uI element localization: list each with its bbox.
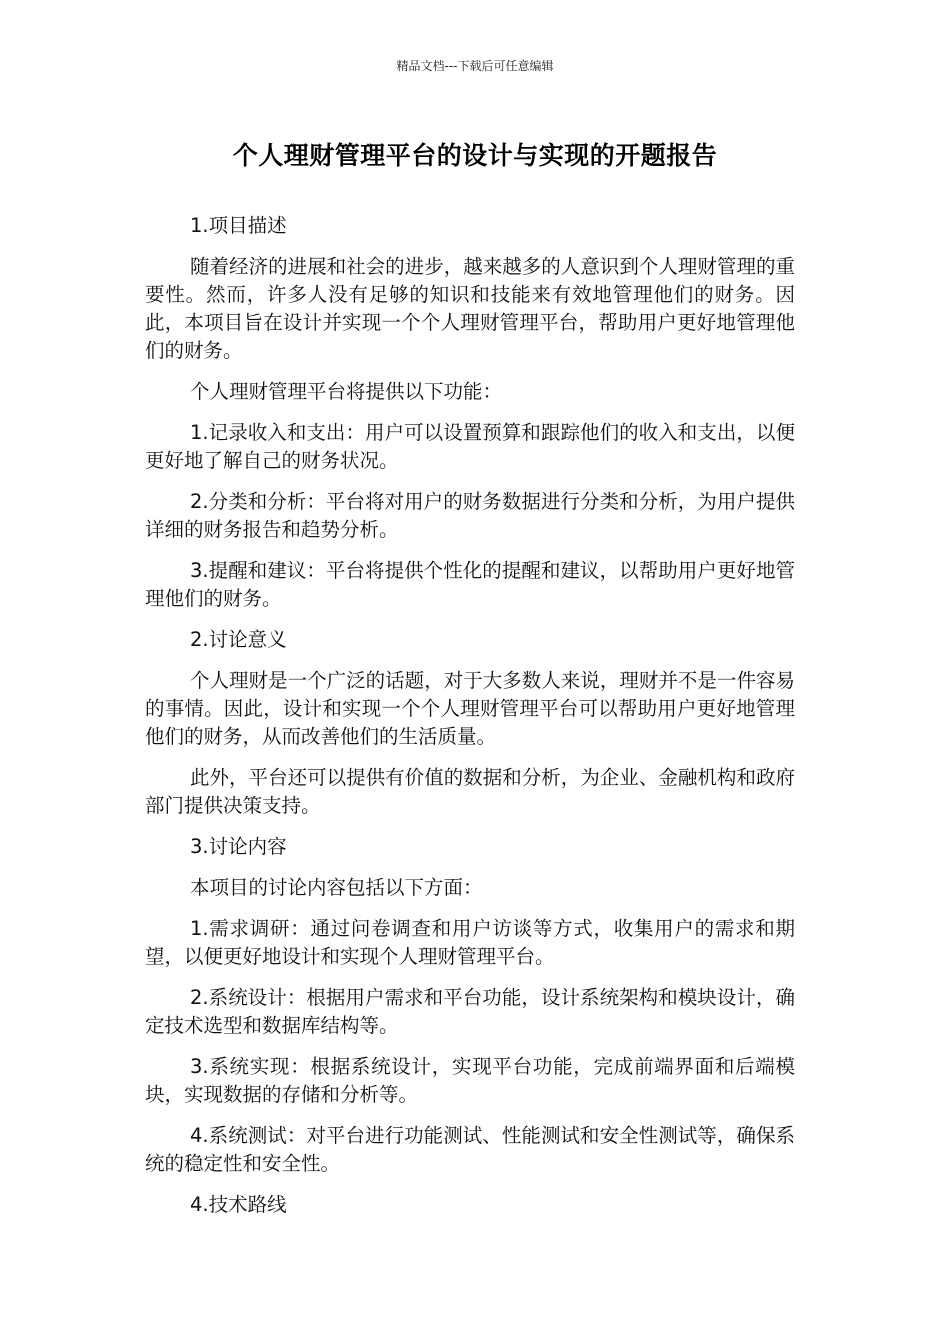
page-header: 精品文档---下载后可任意编辑 xyxy=(396,59,554,73)
section-heading-technical-route: 4.技术路线 xyxy=(190,1193,287,1216)
list-item: 2.分类和分析：平台将对用户的财务数据进行分类和分析，为用户提供详细的财务报告和趋势分析。 xyxy=(145,490,795,541)
section-heading-project-description: 1.项目描述 xyxy=(190,214,287,237)
paragraph: 随着经济的进展和社会的进步，越来越多的人意识到个人理财管理的重要性。然而，许多人没有足够的知识和技能来有效地管理他们的财务。因此，本项目旨在设计并实现一个个人理财管理平台，帮助用户更好地管理他们的财务。 xyxy=(145,255,795,362)
list-item: 3.提醒和建议：平台将提供个性化的提醒和建议，以帮助用户更好地管理他们的财务。 xyxy=(145,559,795,610)
paragraph: 个人理财是一个广泛的话题，对于大多数人来说，理财并不是一件容易的事情。因此，设计和实现一个个人理财管理平台可以帮助用户更好地管理他们的财务，从而改善他们的生活质量。 xyxy=(145,669,795,748)
list-item: 3.系统实现：根据系统设计，实现平台功能，完成前端界面和后端模块，实现数据的存储和分析等。 xyxy=(145,1055,795,1106)
list-item: 1.需求调研：通过问卷调查和用户访谈等方式，收集用户的需求和期望，以便更好地设计和实现个人理财管理平台。 xyxy=(145,917,795,968)
paragraph: 本项目的讨论内容包括以下方面： xyxy=(190,876,483,899)
paragraph: 个人理财管理平台将提供以下功能： xyxy=(190,380,503,403)
list-item: 2.系统设计：根据用户需求和平台功能，设计系统架构和模块设计，确定技术选型和数据库结构等。 xyxy=(145,986,795,1037)
list-item: 4.系统测试：对平台进行功能测试、性能测试和安全性测试等，确保系统的稳定性和安全性。 xyxy=(145,1124,795,1175)
list-item: 1.记录收入和支出：用户可以设置预算和跟踪他们的收入和支出，以便更好地了解自己的财务状况。 xyxy=(145,421,795,472)
section-heading-content: 3.讨论内容 xyxy=(190,835,287,858)
paragraph: 此外，平台还可以提供有价值的数据和分析，为企业、金融机构和政府部门提供决策支持。 xyxy=(145,766,795,817)
section-heading-significance: 2.讨论意义 xyxy=(190,628,287,651)
document-body xyxy=(145,212,795,1232)
document-title: 个人理财管理平台的设计与实现的开题报告 xyxy=(232,141,718,170)
